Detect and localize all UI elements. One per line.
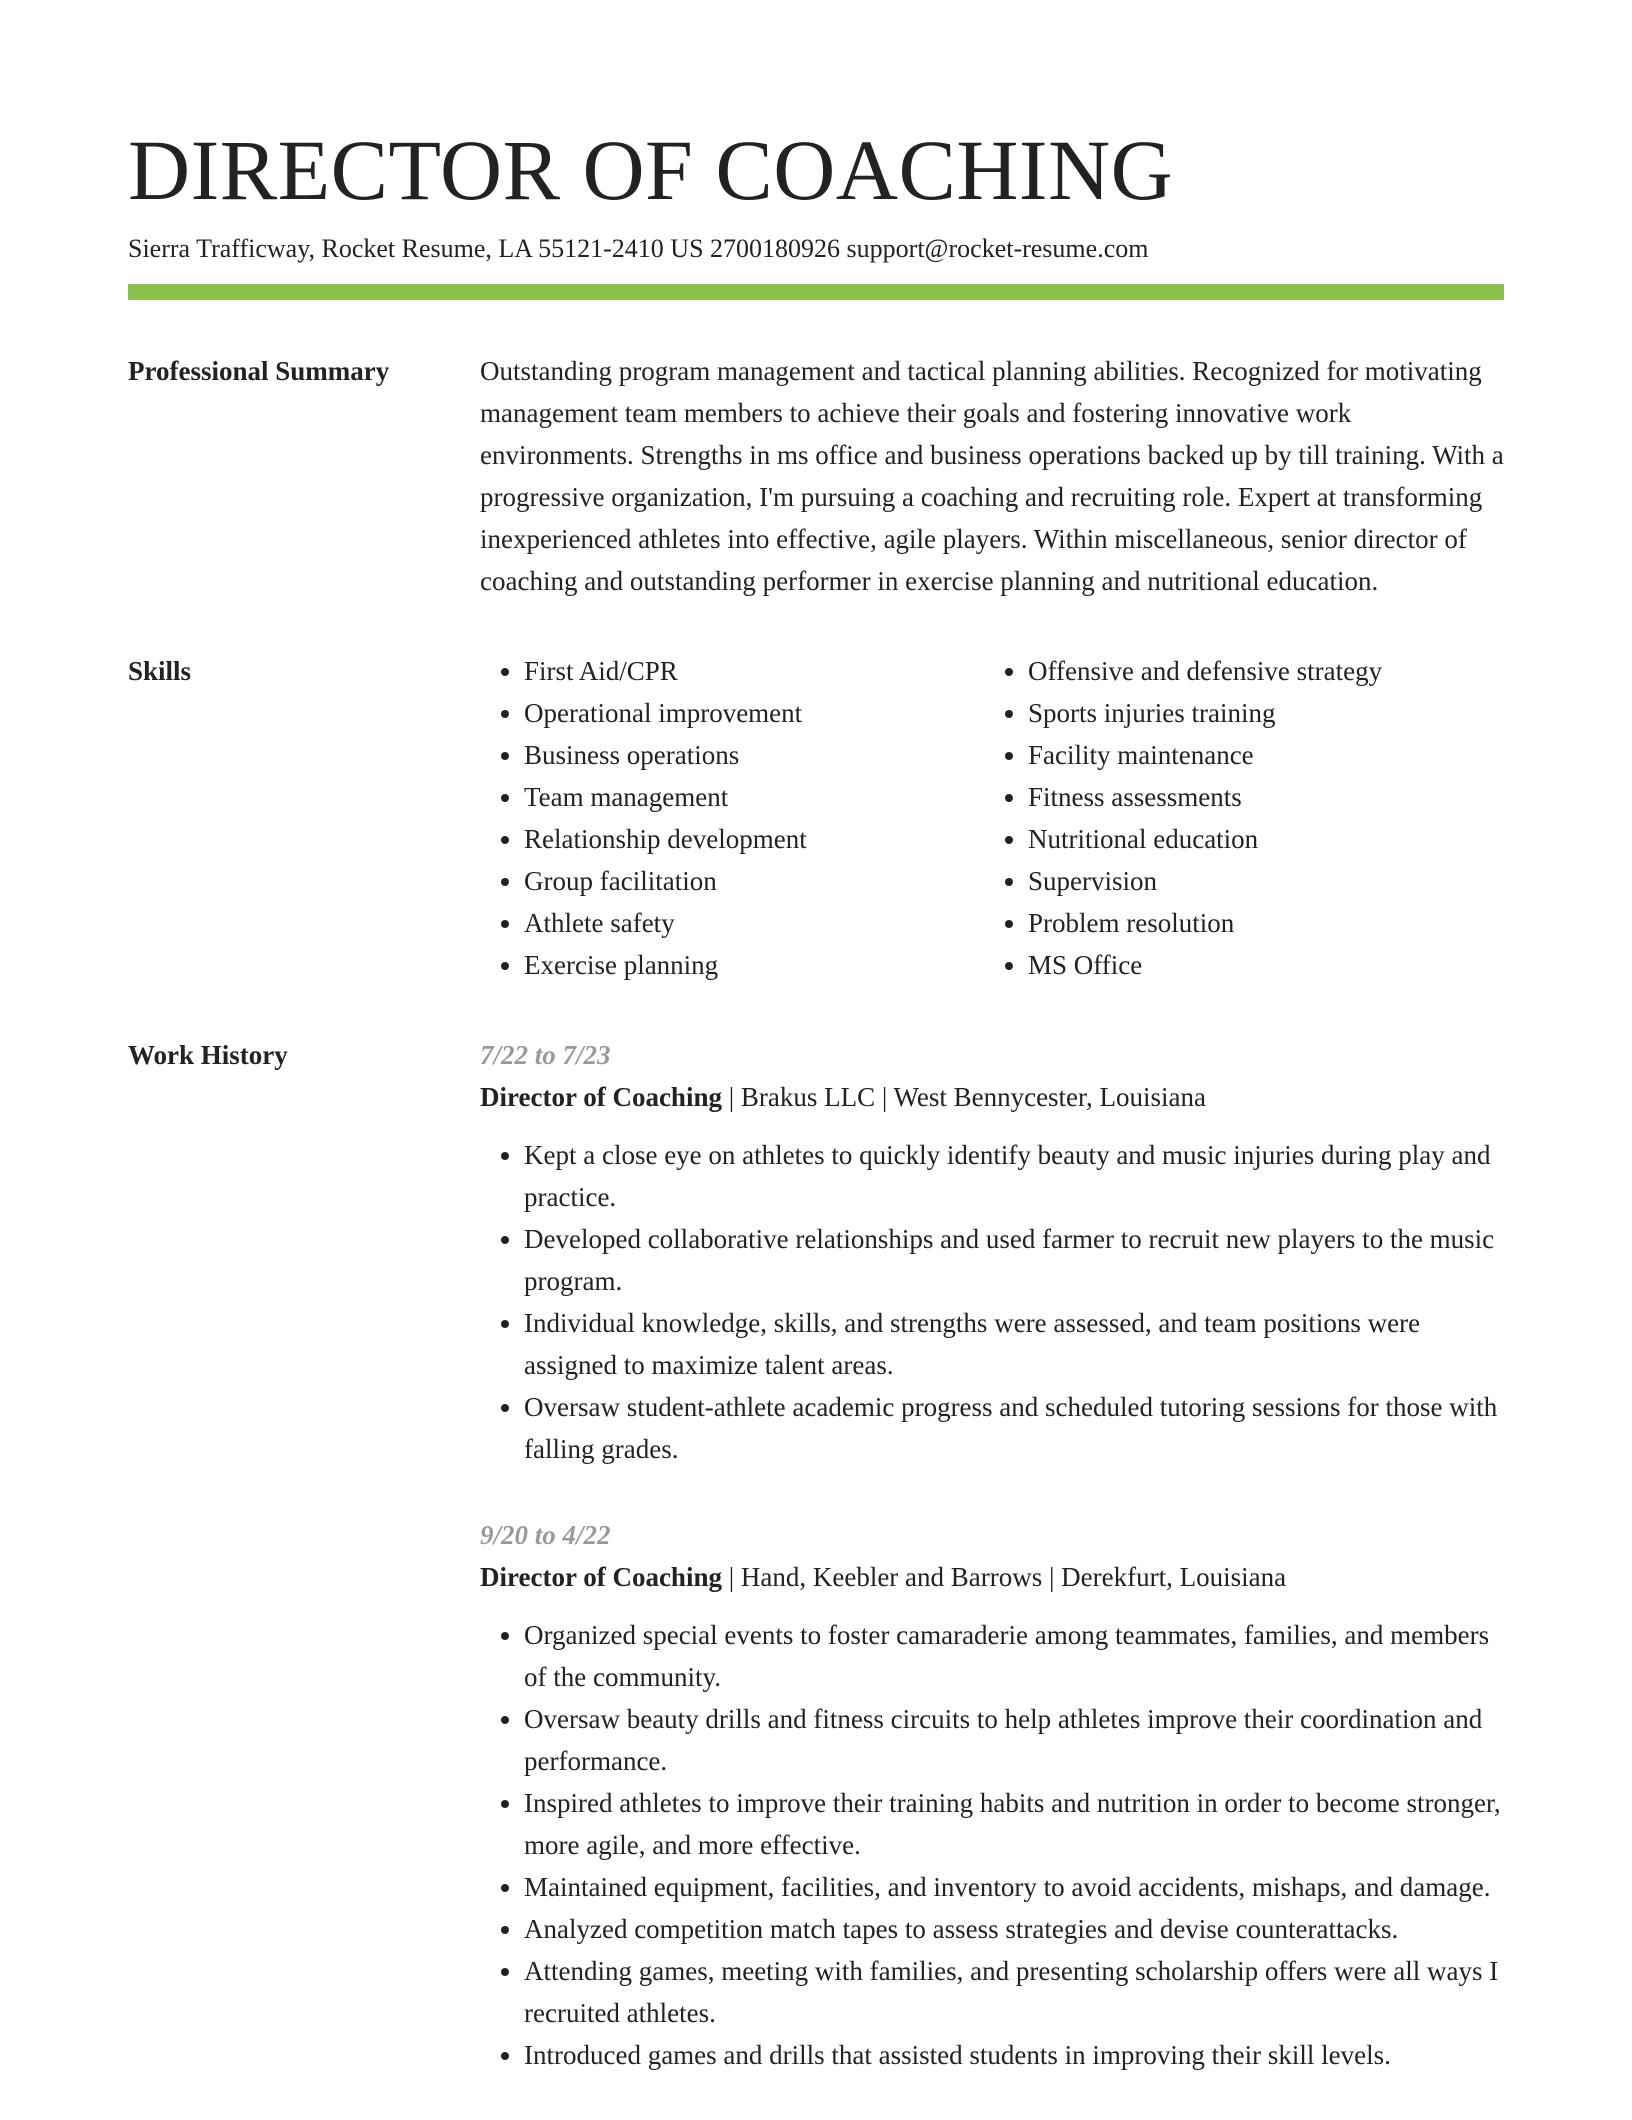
summary-heading: Professional Summary — [128, 356, 390, 386]
job-bullet: • Maintained equipment, facilities, and inventory to avoid accidents, mishaps, and damage. — [524, 1866, 1504, 1908]
skills-heading: Skills — [128, 656, 192, 686]
job-heading — [480, 1556, 1504, 1598]
contact-line — [128, 232, 1504, 266]
work-history-body — [480, 1034, 1504, 2120]
job-bullet: • Introduced games and drills that assisted students in improving their skill levels. — [524, 2034, 1504, 2076]
resume-page — [128, 120, 1504, 2120]
job-bullet: • Inspired athletes to improve their training habits and nutrition in order to become stronger, more agile, and more effective. — [524, 1782, 1504, 1866]
skills-body — [480, 650, 1504, 986]
contact-address: Sierra Trafficway, Rocket Resume, LA 55121-2410 US — [128, 234, 704, 263]
skill-item: • Facility maintenance — [1028, 734, 1488, 776]
skills-list-right — [984, 650, 1488, 986]
job-bullet: • Individual knowledge, skills, and strengths were assessed, and team positions were assigned to maximize talent areas. — [524, 1302, 1504, 1386]
work-history-heading: Work History — [128, 1040, 288, 1070]
job-title: Director of Coaching — [480, 1562, 722, 1592]
job-details: | Hand, Keebler and Barrows | Derekfurt, Louisiana — [721, 1562, 1287, 1592]
skill-item: • Exercise planning — [524, 944, 984, 986]
work-history-section — [128, 1034, 1504, 2120]
skill-item: • Supervision — [1028, 860, 1488, 902]
skill-item: • Fitness assessments — [1028, 776, 1488, 818]
skill-item: • First Aid/CPR — [524, 650, 984, 692]
skills-section — [128, 650, 1504, 986]
job-entry — [480, 1034, 1504, 1470]
contact-email: support@rocket-resume.com — [846, 234, 1149, 263]
job-bullets — [480, 1134, 1504, 1470]
job-title: Director of Coaching — [480, 1082, 722, 1112]
job-dates: 7/22 to 7/23 — [480, 1040, 611, 1070]
summary-text: Outstanding program management and tactical planning abilities. Recognized for motivating management team members to achieve their goals and fostering innovative work environments. Strengths in ms office and business operations backed up by till training. With a progressive organization, I'm pursuing a coaching and recruiting role. Expert at transforming inexperienced athletes into effective, agile players. Within miscellaneous, senior director of coaching and outstanding performer in exercise planning and nutritional education. — [480, 356, 1504, 596]
job-bullet: • Kept a close eye on athletes to quickly identify beauty and music injuries during play and practice. — [524, 1134, 1504, 1218]
skill-item: • Group facilitation — [524, 860, 984, 902]
skill-item: • Team management — [524, 776, 984, 818]
job-heading — [480, 1076, 1504, 1118]
skill-item: • Operational improvement — [524, 692, 984, 734]
job-details: | Brakus LLC | West Bennycester, Louisiana — [721, 1082, 1206, 1112]
job-bullet: • Oversaw beauty drills and fitness circuits to help athletes improve their coordination and performance. — [524, 1698, 1504, 1782]
skill-item: • Athlete safety — [524, 902, 984, 944]
job-bullet: • Organized special events to foster camaraderie among teammates, families, and members of the community. — [524, 1614, 1504, 1698]
skill-item: • Problem resolution — [1028, 902, 1488, 944]
job-bullet: • Developed collaborative relationships and used farmer to recruit new players to the music program. — [524, 1218, 1504, 1302]
job-bullet: • Analyzed competition match tapes to assess strategies and devise counterattacks. — [524, 1908, 1504, 1950]
skill-item: • Sports injuries training — [1028, 692, 1488, 734]
summary-section — [128, 350, 1504, 602]
job-bullets — [480, 1614, 1504, 2076]
contact-phone: 2700180926 — [710, 234, 841, 263]
skills-list-left — [480, 650, 984, 986]
resume-name: DIRECTOR OF COACHING — [128, 122, 1174, 218]
skill-item: • Relationship development — [524, 818, 984, 860]
summary-body — [480, 350, 1504, 602]
job-dates: 9/20 to 4/22 — [480, 1520, 611, 1550]
skill-item: • Business operations — [524, 734, 984, 776]
job-bullet: • Oversaw student-athlete academic progress and scheduled tutoring sessions for those with falling grades. — [524, 1386, 1504, 1470]
skill-item: • MS Office — [1028, 944, 1488, 986]
job-entry — [480, 1514, 1504, 2076]
skill-item: • Offensive and defensive strategy — [1028, 650, 1488, 692]
accent-divider — [128, 284, 1504, 300]
skill-item: • Nutritional education — [1028, 818, 1488, 860]
job-bullet: • Attending games, meeting with families, and presenting scholarship offers were all ways I recruited athletes. — [524, 1950, 1504, 2034]
